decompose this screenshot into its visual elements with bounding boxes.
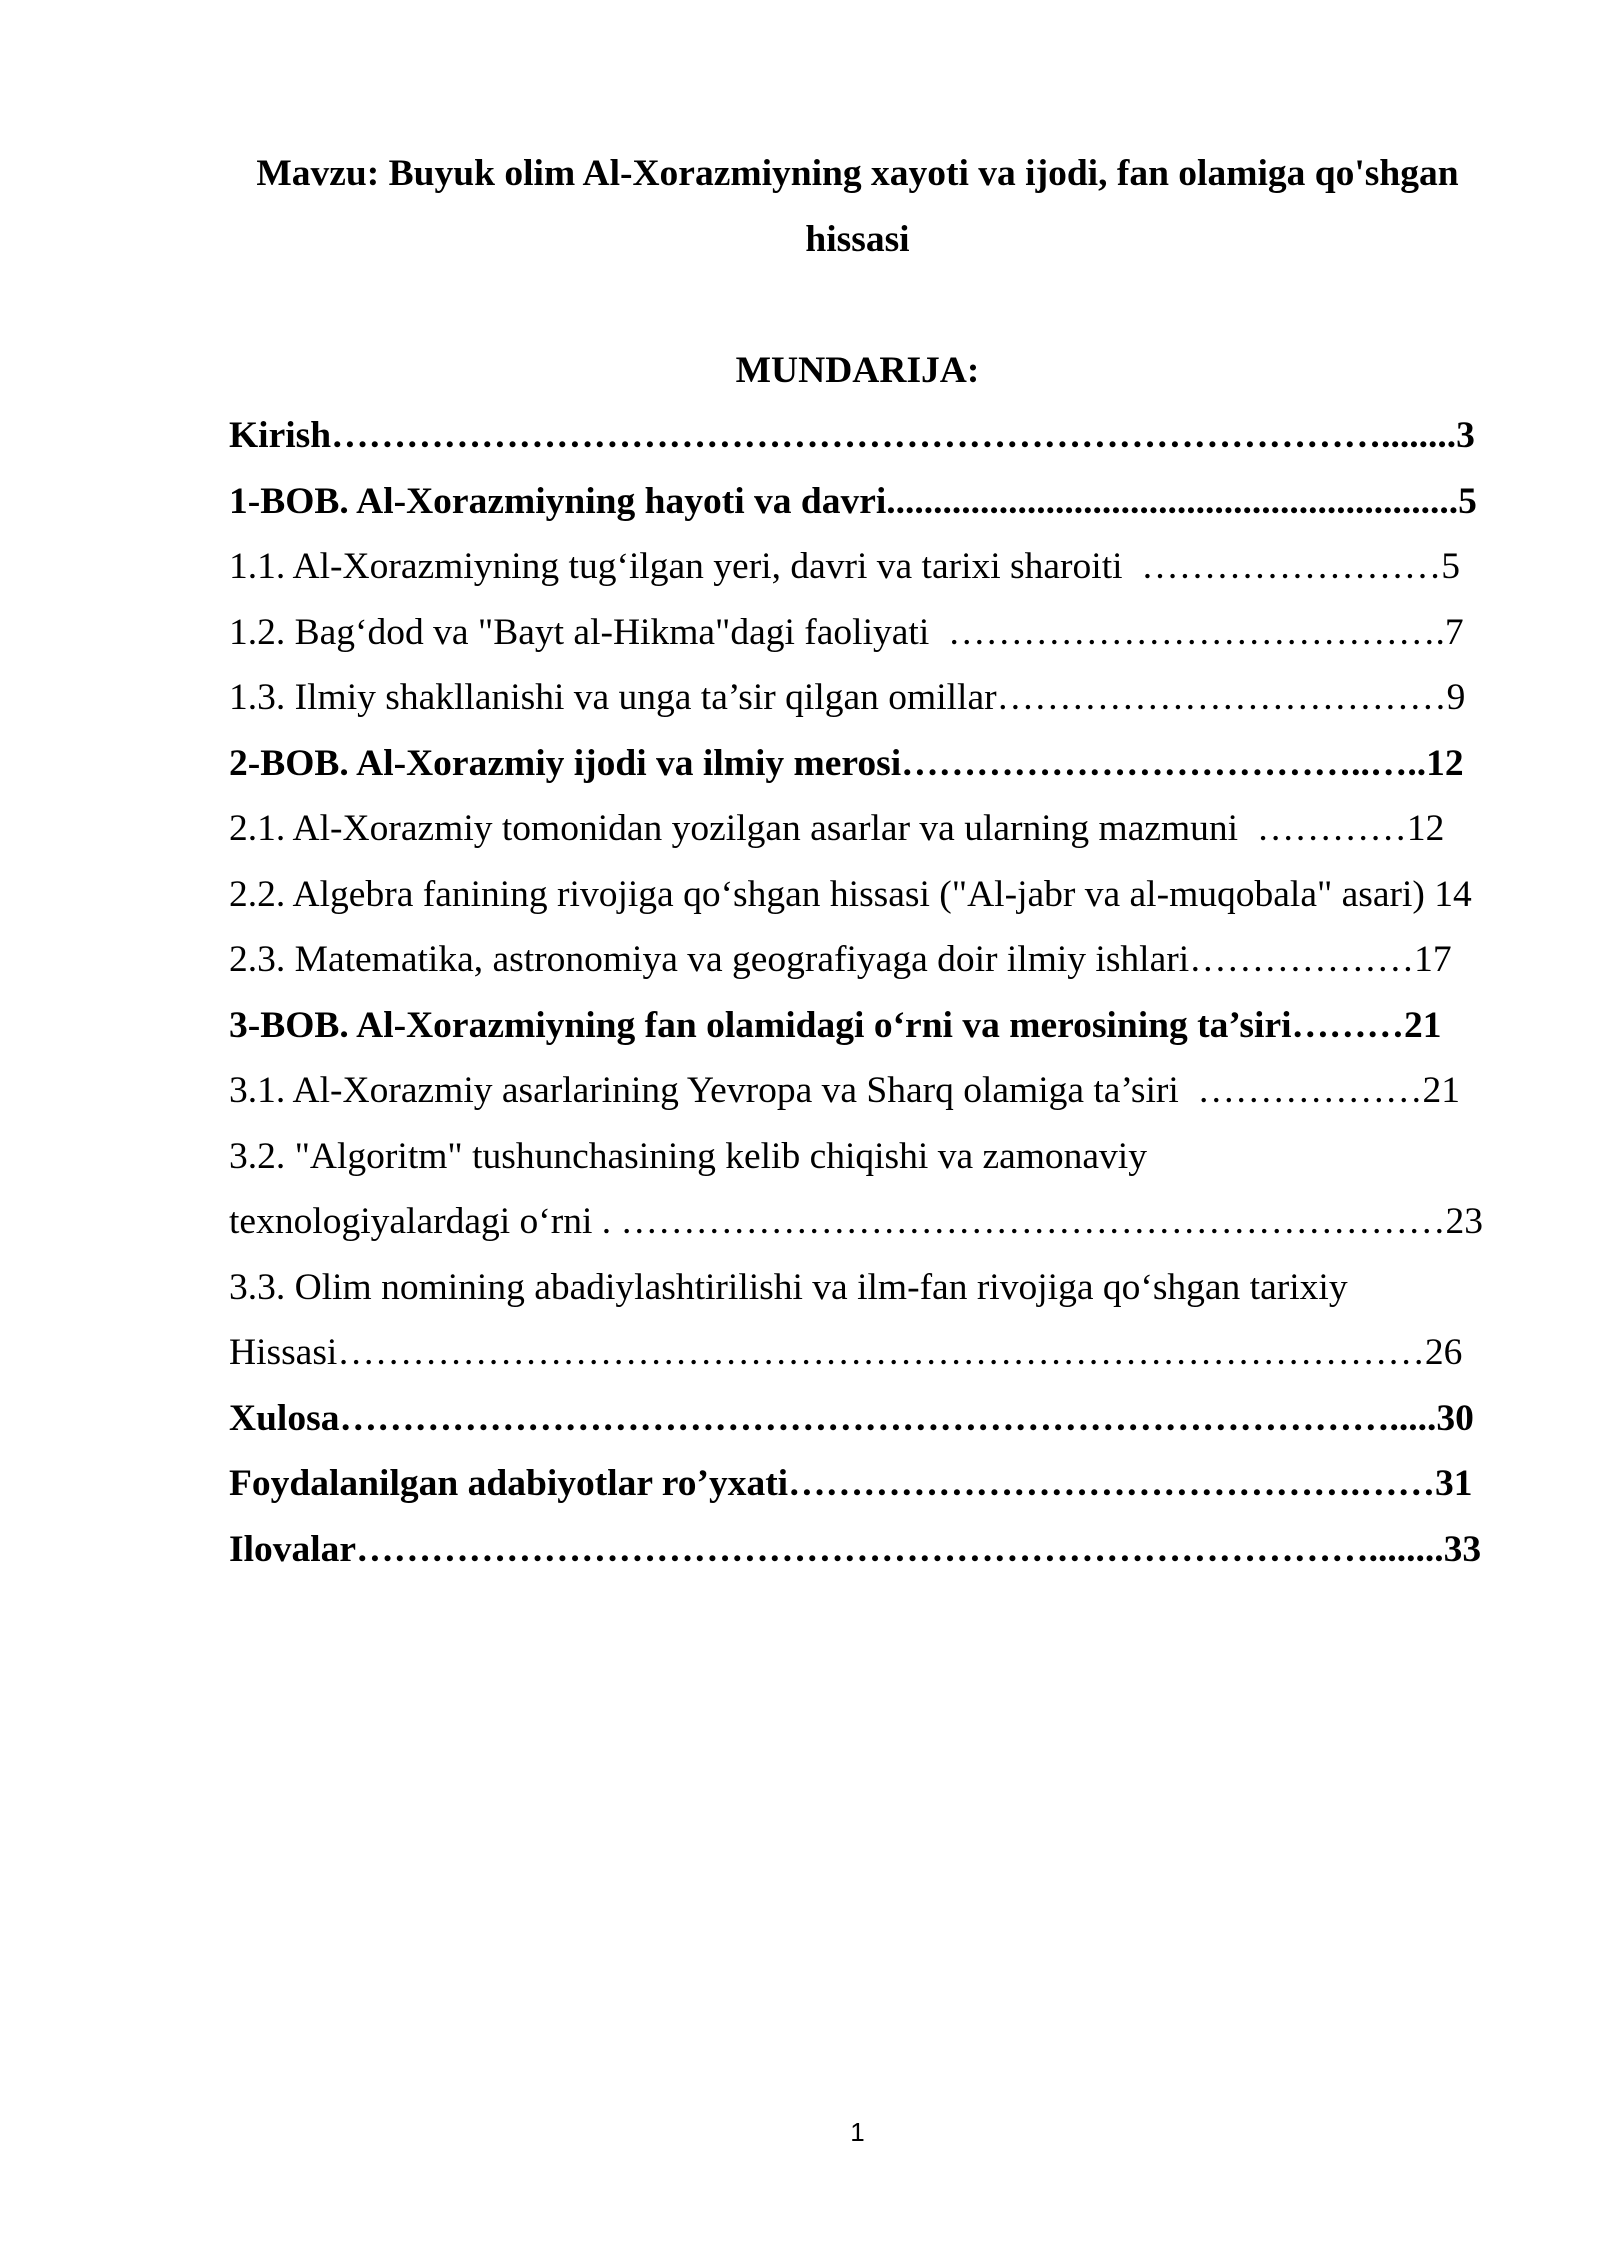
table-of-contents	[229, 403, 1486, 1582]
toc-entry-section-2-3: 2.3. Matematika, astronomiya va geografiyaga doir ilmiy ishlari………………17	[229, 939, 1452, 980]
toc-entry-section-1-2: 1.2. Bag‘dod va "Bayt al-Hikma"dagi faoliyati ………………………………….7	[229, 611, 1464, 653]
document-title: Mavzu: Buyuk olim Al-Xorazmiyning xayoti va ijodi, fan olamiga qo'shgan hissasi	[256, 153, 1459, 260]
toc-entry-ilovalar: Ilovalar………………………………………………………………………........33	[229, 1528, 1482, 1570]
contents-heading: MUNDARIJA:	[735, 349, 980, 391]
toc-entry-section-2-1: 2.1. Al-Xorazmiy tomonidan yozilgan asarlar va ularning mazmuni …………12	[229, 808, 1445, 849]
toc-entry-chapter-3: 3-BOB. Al-Xorazmiyning fan olamidagi o‘rni va merosining ta’siri………21	[229, 1004, 1442, 1046]
toc-entry-section-3-3-continued: Hissasi……………………………………………………………………………26	[229, 1332, 1463, 1373]
blank-line	[229, 272, 1486, 338]
toc-entry-xulosa: Xulosa………………………………………………………………………….....30	[229, 1397, 1474, 1439]
toc-entry-chapter-1: 1-BOB. Al-Xorazmiyning hayoti va davri.............................................................5	[229, 480, 1477, 522]
toc-entry-section-3-3: 3.3. Olim nomining abadiylashtirilishi va ilm-fan rivojiga qo‘shgan tarixiy	[229, 1266, 1348, 1308]
toc-entry-chapter-2: 2-BOB. Al-Xorazmiy ijodi va ilmiy merosi………………………………..…..12	[229, 742, 1464, 784]
toc-entry-section-3-1: 3.1. Al-Xorazmiy asarlarining Yevropa va Sharq olamiga ta’siri ………………21	[229, 1070, 1461, 1111]
toc-entry-references: Foydalanilgan adabiyotlar ro’yxati……………………………………….……31	[229, 1463, 1473, 1504]
page-number: 1	[850, 2117, 865, 2147]
page-content	[229, 141, 1486, 1582]
toc-entry-kirish: Kirish…………………………………………………………………………........3	[229, 415, 1475, 456]
toc-entry-section-1-3: 1.3. Ilmiy shakllanishi va unga ta’sir qilgan omillar………………………………9	[229, 677, 1466, 718]
toc-entry-section-2-2: 2.2. Algebra fanining rivojiga qo‘shgan hissasi ("Al-jabr va al-muqobala" asari) 14	[229, 873, 1472, 915]
toc-entry-section-3-2: 3.2. "Algoritm" tushunchasining kelib chiqishi va zamonaviy	[229, 1135, 1147, 1177]
toc-entry-section-3-2-continued: texnologiyalardagi o‘rni . …………………………………………………………23	[229, 1201, 1484, 1242]
toc-entry-section-1-1: 1.1. Al-Xorazmiyning tug‘ilgan yeri, davri va tarixi sharoiti ……………………5	[229, 546, 1461, 587]
